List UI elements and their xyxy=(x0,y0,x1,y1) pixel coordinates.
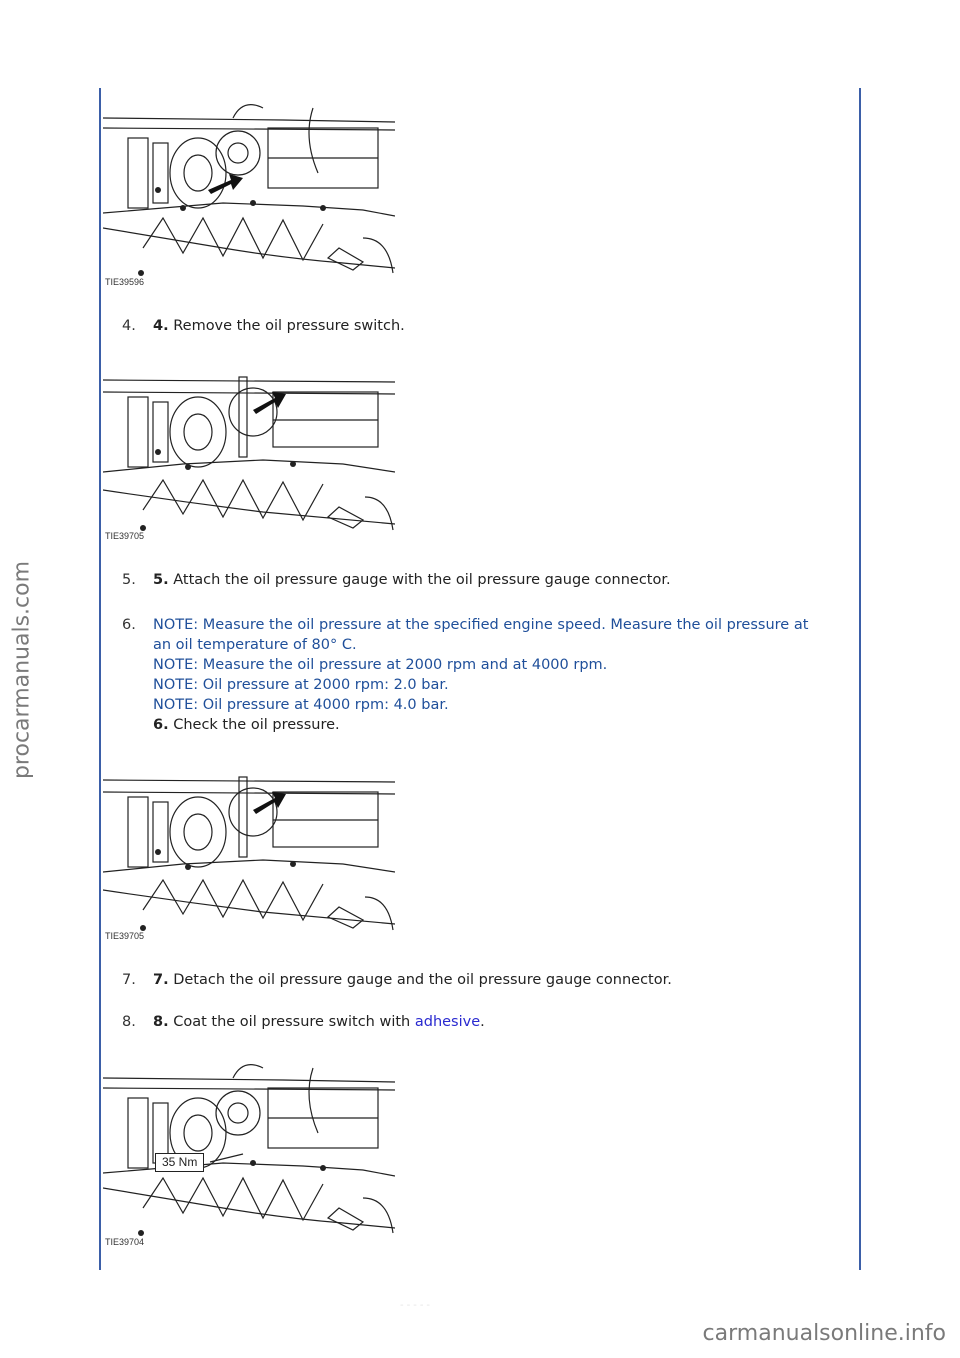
figure-attach-gauge xyxy=(103,352,395,544)
engine-illustration xyxy=(103,1058,395,1238)
step-7: 7. 7. Detach the oil pressure gauge and the oil pressure gauge connector. xyxy=(122,972,672,988)
page-number: ----- xyxy=(400,1300,434,1311)
step-4: 4. 4. Remove the oil pressure switch. xyxy=(122,318,405,334)
figure-install-switch xyxy=(103,1058,395,1250)
engine-illustration xyxy=(103,752,395,932)
note-1: NOTE: Measure the oil pressure at the specified engine speed. Measure the oil pressure at an oil temperature of 80° C. xyxy=(153,617,809,653)
right-margin-rule xyxy=(859,88,861,1270)
figure-id: TIE39596 xyxy=(105,277,145,287)
side-watermark: procarmanuals.com xyxy=(9,560,35,780)
bottom-watermark: carmanualsonline.info xyxy=(702,1321,946,1346)
note-3: NOTE: Oil pressure at 2000 rpm: 2.0 bar. xyxy=(153,677,449,693)
figure-id: TIE39704 xyxy=(105,1237,145,1247)
figure-id: TIE39705 xyxy=(105,931,145,941)
note-2: NOTE: Measure the oil pressure at 2000 rpm and at 4000 rpm. xyxy=(153,657,608,673)
figure-oil-pressure-switch-location xyxy=(103,98,395,290)
step-6: 6. NOTE: Measure the oil pressure at the specified engine speed. Measure the oil pressure at an oil temperature of 80° C. NOTE: Measure the oil pressure at 2000 rpm and at 4000 rpm. NOTE: Oil pressure at 2000 rpm: 2.0 bar. NOTE: Oil pressure at 4000 rpm: 4.0 bar. 6. Check the oil pressure. xyxy=(122,615,822,735)
torque-label: 35 Nm xyxy=(155,1153,204,1172)
figure-id: TIE39705 xyxy=(105,531,145,541)
left-margin-rule xyxy=(99,88,101,1270)
engine-illustration xyxy=(103,98,395,278)
note-4: NOTE: Oil pressure at 4000 rpm: 4.0 bar. xyxy=(153,697,449,713)
adhesive-link[interactable]: adhesive xyxy=(414,1014,481,1030)
step-8: 8. 8. Coat the oil pressure switch with adhesive. xyxy=(122,1014,485,1030)
engine-illustration xyxy=(103,352,395,532)
step-5: 5. 5. Attach the oil pressure gauge with the oil pressure gauge connector. xyxy=(122,572,671,588)
figure-check-pressure xyxy=(103,752,395,944)
